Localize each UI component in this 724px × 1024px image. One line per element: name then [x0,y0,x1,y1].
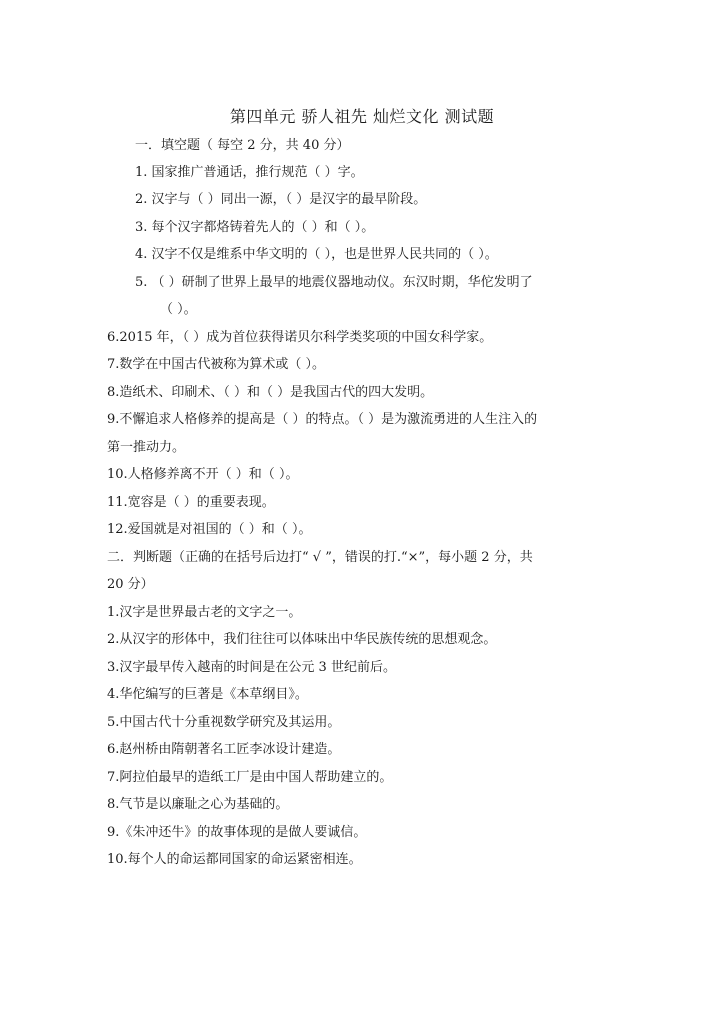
section2-heading-cont: 20 分） [107,577,154,592]
fill-item-6: 6.2015 年，（ ）成为首位获得诺贝尔科学类奖项的中国女科学家。 [107,330,493,345]
fill-item-9: 9.不懈追求人格修养的提高是（ ）的特点。（ ）是为激流勇进的人生注入的 [107,412,538,427]
section2-heading: 二．判断题（正确的在括号后边打“ √ ”，错误的打.“×”，每小题 2 分，共 [107,550,533,565]
fill-item-3: 3. 每个汉字都烙铸着先人的（ ）和（ ）。 [135,220,375,235]
judge-item-10: 10.每个人的命运都同国家的命运紧密相连。 [107,852,362,867]
judge-item-9: 9.《朱冲还牛》的故事体现的是做人要诚信。 [107,825,367,840]
fill-item-11: 11.宽容是（ ）的重要表现。 [107,495,275,510]
fill-item-1: 1. 国家推广普通话，推行规范（ ）字。 [135,165,364,180]
judge-item-2: 2.从汉字的形体中，我们往往可以体味出中华民族传统的思想观念。 [107,632,497,647]
fill-item-8: 8.造纸术、印刷术、（ ）和（ ）是我国古代的四大发明。 [107,385,434,400]
fill-item-12: 12.爱国就是对祖国的（ ）和（ ）。 [107,522,312,537]
fill-item-9-cont: 第一推动力。 [107,440,186,455]
fill-item-5-cont: （ ）。 [160,302,197,317]
judge-item-5: 5.中国古代十分重视数学研究及其运用。 [107,715,341,730]
judge-item-7: 7.阿拉伯最早的造纸工厂是由中国人帮助建立的。 [107,770,393,785]
page-title: 第四单元 骄人祖先 灿烂文化 测试题 [229,107,495,126]
fill-item-2: 2. 汉字与（ ）同出一源，（ ）是汉字的最早阶段。 [135,192,427,207]
judge-item-8: 8.气节是以廉耻之心为基础的。 [107,797,289,812]
judge-item-3: 3.汉字最早传入越南的时间是在公元 3 世纪前后。 [107,660,396,675]
judge-item-6: 6.赵州桥由隋朝著名工匠李冰设计建造。 [107,742,341,757]
judge-item-1: 1.汉字是世界最古老的文字之一。 [107,605,302,620]
fill-item-5: 5. （ ）研制了世界上最早的地震仪器地动仪。东汉时期，华佗发明了 [135,275,533,290]
fill-item-10: 10.人格修养离不开（ ）和（ ）。 [107,467,299,482]
fill-item-4: 4. 汉字不仅是维系中华文明的（ ），也是世界人民共同的（ ）。 [135,247,498,262]
judge-item-4: 4.华佗编写的巨著是《本草纲目》。 [107,687,308,702]
fill-item-7: 7.数学在中国古代被称为算术或（ ）。 [107,357,326,372]
section1-heading: 一．填空题（ 每空 2 分，共 40 分） [135,138,350,153]
